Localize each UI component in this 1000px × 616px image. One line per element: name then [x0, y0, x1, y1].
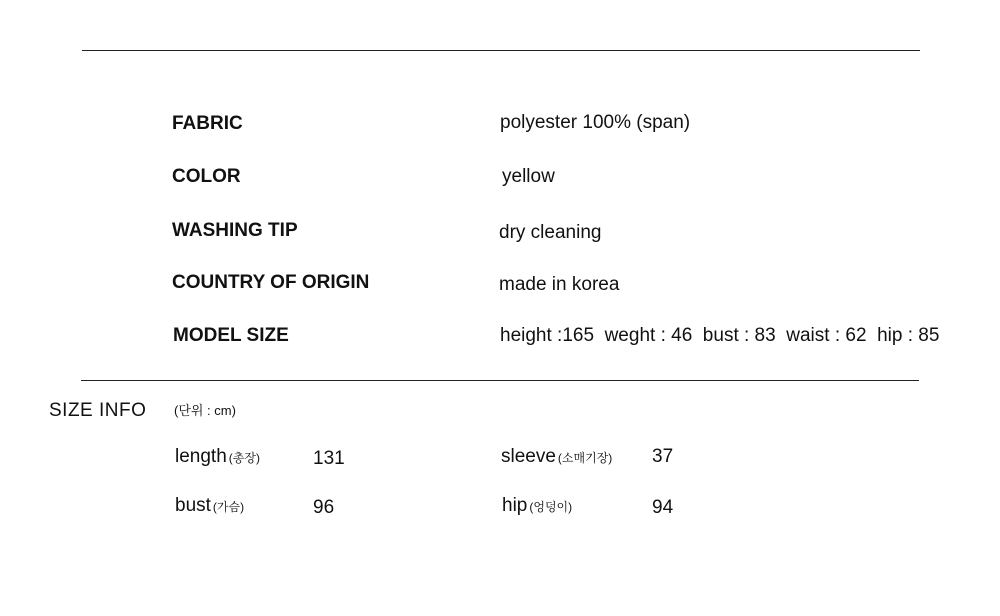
size-label-text: hip [502, 495, 528, 516]
size-value-length: 131 [313, 448, 345, 469]
size-label-bust [175, 495, 244, 518]
spec-label-washing-tip: WASHING TIP [172, 220, 298, 241]
spec-value-fabric: polyester 100% (span) [500, 112, 691, 133]
spec-label-model-size: MODEL SIZE [173, 325, 289, 346]
size-info-unit: (단위 : cm) [174, 403, 236, 418]
top-divider [82, 50, 920, 51]
size-label-korean: (엉덩이) [529, 500, 573, 514]
size-label-hip [502, 495, 572, 518]
size-label-length [175, 446, 260, 469]
size-label-sleeve [501, 446, 612, 469]
size-value-sleeve: 37 [652, 446, 674, 467]
spec-value-washing-tip: dry cleaning [499, 222, 602, 243]
spec-value-color: yellow [502, 166, 555, 187]
size-label-korean: (총장) [228, 451, 260, 465]
spec-value-model-size: height :165 weght : 46 bust : 83 waist : 62 hip : 85 [500, 325, 940, 346]
spec-value-country-of-origin: made in korea [499, 274, 620, 295]
spec-label-fabric: FABRIC [172, 113, 243, 134]
spec-label-color: COLOR [172, 166, 241, 187]
size-label-korean: (가슴) [212, 500, 245, 514]
size-label-text: sleeve [501, 446, 556, 467]
size-value-hip: 94 [652, 497, 674, 518]
mid-divider [81, 380, 919, 381]
size-label-text: bust [175, 495, 211, 516]
spec-label-country-of-origin: COUNTRY OF ORIGIN [172, 272, 370, 293]
size-label-text: length [175, 446, 227, 467]
size-value-bust: 96 [313, 497, 335, 518]
size-info-title: SIZE INFO [49, 400, 147, 421]
size-label-korean: (소매기장) [557, 451, 613, 465]
